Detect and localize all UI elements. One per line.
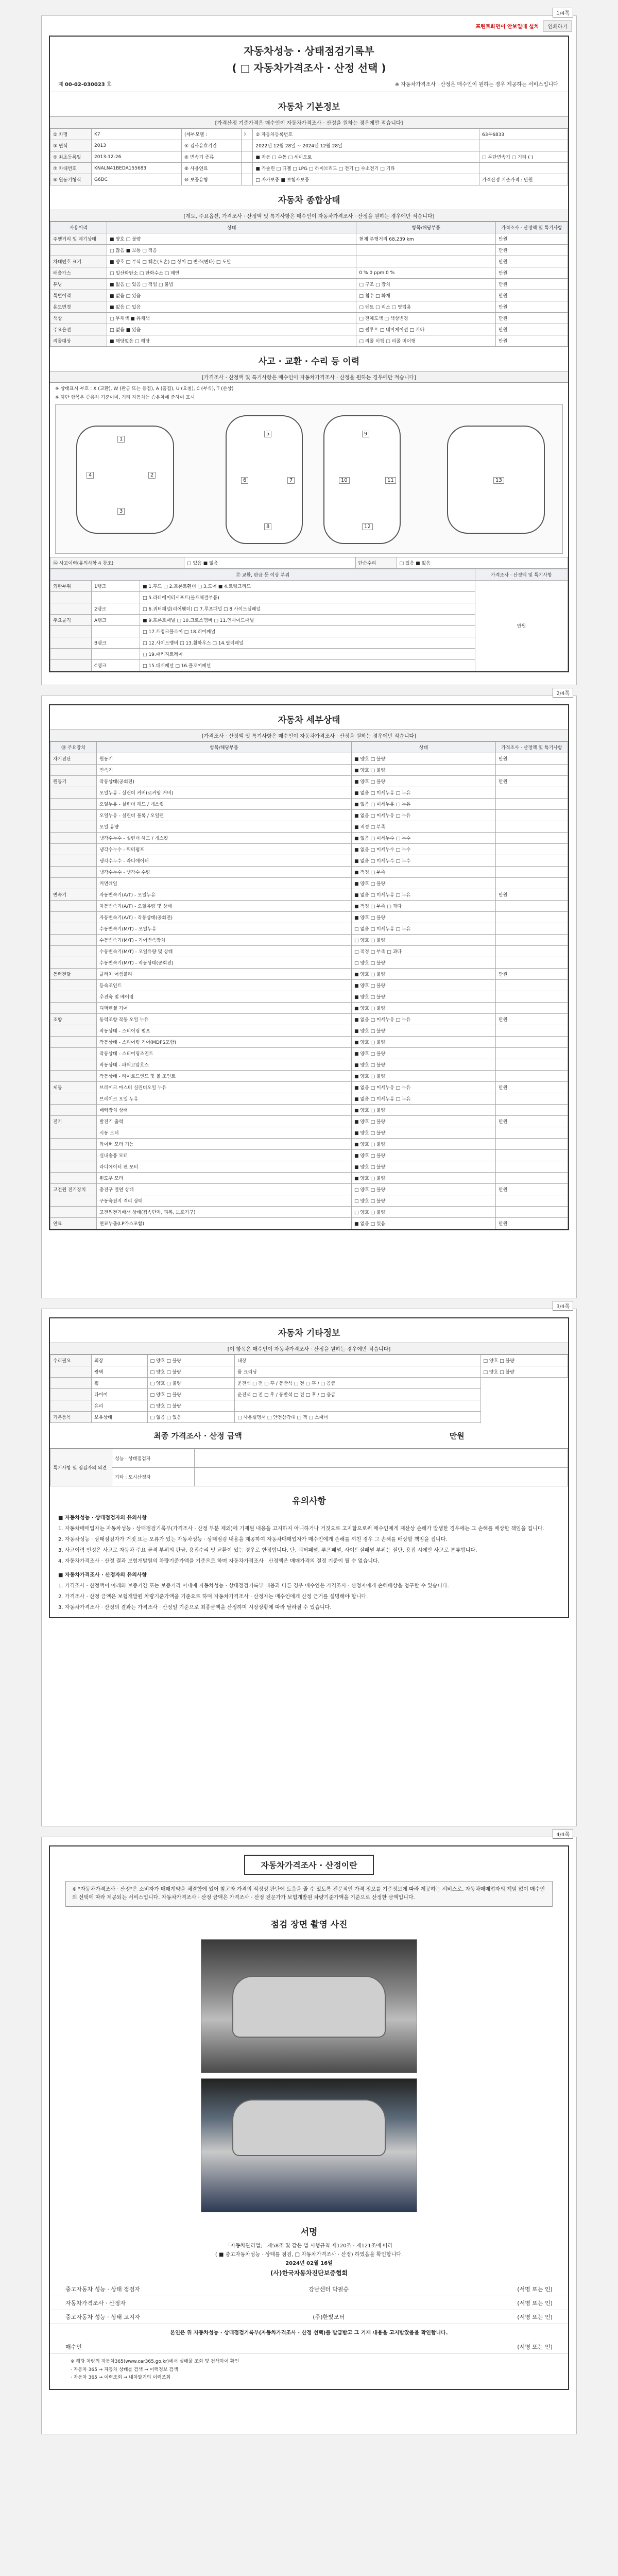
page-number: 4/4쪽 bbox=[553, 1829, 573, 1839]
detail-row: 오일누유 - 실린더 커버(로커암 커버) ■ 없음 □ 미세누유 □ 누유 bbox=[50, 787, 568, 799]
detail-row: 자동변속기(A/T) - 오일유량 및 상태 ■ 적정 □ 부족 □ 과다 bbox=[50, 901, 568, 912]
doc-title: 자동차성능 · 상태점검기록부 bbox=[244, 45, 374, 57]
overall-table: 사용이력 상태 항목/해당부품 가격조사 · 산정액 및 특기사항 주행거리 및 계기상태 ■ 양호 □ 불량 현재 주행거리 68,239 km 만원 □ 많음 ■ 보통 □ 적음 만원 차대번호 표기 ■ 양호 □ 부식 □ 훼손(오손) □ 상이 □ 변조(변타) □ 도말 만원 배출가스 □ 일산화탄소 □ 탄화수소 □ 매연 0 % 0 ppm 0 % 만원 튜닝 ■ 없음 □ 있음 □ 적법 □ 불법 □ 구조 □ 장치 만원 특별이력 ■ 없음 □ 있음 □ 침수 □ 화재 만원 용도변경 ■ 없음 □ 있음 □ 렌트 □ 리스 □ 영업용 만원 색상 □ 무채색 ■ 유채색 □ 전체도색 □ 색상변경 만원 주요옵션 □ 없음 ■ 있음 □ 썬루프 □ 네비게이션 □ 기타 만원 리콜대상 ■ 해당없음 □ 해당 □ 리콜 이행 □ 리콜 미이행 만원 bbox=[50, 222, 568, 347]
detail-row: 냉각수누수 - 냉각수 수량 ■ 적정 □ 부족 bbox=[50, 867, 568, 878]
basic-row: ⑤ 최초등록일 2013-12-26 ⑥ 변속기 종류 ■ 자동 □ 수동 □ 세미오토 □ 무단변속기 □ 기타 ( ) bbox=[50, 151, 568, 163]
detail-row: 원동기 작동상태(공회전) ■ 양호 □ 불량 만원 bbox=[50, 776, 568, 787]
rank-table: ⑰ 교환, 판금 등 이상 부위 가격조사 · 산정액 및 특기사항 외판부위 1랭크 ■ 1.후드 □ 2.프론트휀더 □ 3.도어 ■ 4.트렁크리드 만원 □ 5.라디에이터서포트(볼트체결부품) 2랭크 □ 6.쿼터패널(리어휀더) □ 7.루프패널 □ 8.사이드실패널 주요골격 A랭크 ■ 9.프론트패널 □ 10.크로스멤버 □ 11.인사이드패널 □ 17.트렁크플로어 □ 18.리어패널 B랭크 □ 12.사이드멤버 □ 13.휠하우스 □ 14.필러패널 □ 19.패키지트레이 C랭크 □ 15.대쉬패널 □ 16.플로어패널 bbox=[50, 569, 568, 671]
page-3 bbox=[41, 1304, 577, 1826]
overall-row: 주행거리 및 계기상태 ■ 양호 □ 불량 현재 주행거리 68,239 km 만원 bbox=[50, 233, 568, 245]
detail-row: 라디에이터 팬 모터 ■ 양호 □ 불량 bbox=[50, 1161, 568, 1173]
page-number: 3/4쪽 bbox=[553, 1301, 573, 1311]
rank-row: C랭크 □ 15.대쉬패널 □ 16.플로어패널 bbox=[50, 660, 568, 671]
overall-row: 튜닝 ■ 없음 □ 있음 □ 적법 □ 불법 □ 구조 □ 장치 만원 bbox=[50, 279, 568, 290]
detail-row: 와이퍼 모터 기능 ■ 양호 □ 불량 bbox=[50, 1139, 568, 1150]
overall-row: 리콜대상 ■ 해당없음 □ 해당 □ 리콜 이행 □ 리콜 미이행 만원 bbox=[50, 335, 568, 347]
detail-row: 자동변속기(A/T) - 작동상태(공회전) ■ 양호 □ 불량 bbox=[50, 912, 568, 923]
intro-title: 자동차가격조사 · 산정이란 bbox=[244, 1855, 373, 1875]
notices-body: ■ 자동차성능 · 상태점검자의 유의사항 1. 자동차매매업자는 자동차성능 · 상태점검기록부(가격조사 · 산정 부분 제외)에 기재된 내용을 고지하지 아니하거나 거짓으로 고지함으로써 매수인에게 재산상 손해가 발생한 경우에는 그 손해를 배상할 책임을 집니다. 2. 자동차성능 · 상태점검자가 거짓 또는 오류가 있는 자동차성능 · 상태점검 내용을 제공하여 자동차매매업자가 매수인에게 손해를 끼친 경우 그 손해를 배상할 책임을 집니다. 3. 사고이력 인정은 사고로 자동차 주요 골격 부위의 판금, 용접수리 및 교환이 있는 경우로 한정합니다. 단, 쿼터패널, 루프패널, 사이드실패널 부위는 절단, 용접 시에만 사고로 분류합니다. 4. 자동차가격조사 · 산정 결과 보험개발원의 차량기준가액을 기준으로 하며 자동차가격조사 · 산정액은 매매가격의 결정 기준이 될 수 없습니다. ■ 자동차가격조사 · 산정자의 유의사항 1. 가격조사 · 산정액이 아래의 보증기간 또는 보증거리 이내에 자동차성능 · 상태점검기록부 내용과 다른 경우 매수인은 가격조사 · 산정자에게 손해배상을 청구할 수 있습니다. 2. 가격조사 · 산정 금액은 보험개발원 차량기준가액을 기준으로 하며 자동차가격조사 · 산정자는 매수인에게 산정 근거를 설명해야 합니다. 3. 자동차가격조사 · 산정의 결과는 가격조사 · 산정일 기준으로 최종금액을 산정하며 시장상황에 따라 달라질 수 있습니다. bbox=[50, 1511, 568, 1617]
rank-row: 주요골격 A랭크 ■ 9.프론트패널 □ 10.크로스멤버 □ 11.인사이드패널 bbox=[50, 615, 568, 626]
diagram-number: 12 bbox=[362, 523, 373, 530]
page-4 bbox=[41, 1832, 577, 2434]
overall-row: □ 많음 ■ 보통 □ 적음 만원 bbox=[50, 245, 568, 256]
document-box: 자동차가격조사 · 산정이란 ※ "자동차가격조사 · 산정"은 소비자가 매매계약을 체결함에 있어 참고와 가격의 적정성 판단에 도움을 줄 수 있도록 전문적인 가격 정보를 기준정보에 따라 제공하는 서비스로, 자동차매매업자의 책임 없이 매수인의 선택에 따라 제공되는 서비스입니다. 자동차가격조사 · 산정 금액은 가격조사 · 산정 전문가가 보험개발원 차량기준가액을 기준으로 산정한 금액입니다. 점검 장면 촬영 사진 서명 「자동차관리법」 제58조 및 같은 법 시행규칙 제120조 · 제121조에 따라 ( ■ 중고자동차성능 · 상태를 점검, □ 자동차가격조사 · 산정) 하였음을 확인합니다. 2024년 02월 16일 (사)한국자동차진단보증협회 중고자동차 성능 · 상태 점검자 강남센터 박필승 (서명 또는 인) 자동차가격조사 · 산정자 (서명 또는 인) 중고자동차 성능 · 상태 고지자 (주)한빛모터 (서명 또는 인) 본인은 위 자동차성능 · 상태점검기록부(자동차가격조사 · 산정 선택)를 발급받고 그 기재 내용을 고지받았음을 확인합니다. 매수인 (서명 또는 인) ※ 해당 차량의 자동차365(www.car365.go.kr)에서 실매물 조회 및 검색하여 확인 · 자동차 365 → 자동차 상태를 검색 → 이력정보 검색 · 자동차 365 → 이력조회 → 내차팔기의 이력조회 bbox=[49, 1845, 569, 2390]
detail-row: 조향 동력조향 작동 오일 누유 ■ 없음 □ 미세누유 □ 누유 만원 bbox=[50, 1014, 568, 1025]
notice-item: 2. 자동차성능 · 상태점검자가 거짓 또는 오류가 있는 자동차성능 · 상태점검 내용을 제공하여 자동차매매업자가 매수인에게 손해를 끼친 경우 그 손해를 배상할 책임을 집니다. bbox=[58, 1537, 448, 1543]
buyer-row: 매수인 (서명 또는 인) bbox=[50, 2340, 568, 2354]
diagram-number: 11 bbox=[385, 477, 396, 484]
diagram-number: 2 bbox=[148, 472, 156, 479]
print-button[interactable]: 인쇄하기 bbox=[543, 21, 572, 31]
detail-row: 동력전달 클러치 어셈블리 ■ 양호 □ 불량 만원 bbox=[50, 969, 568, 980]
special-table: 특기사항 및 점검자의 의견 성능 · 상태점검자 기타 : 도시산정자 bbox=[50, 1449, 568, 1486]
detail-row: 제동 브레이크 마스터 실린더오일 누유 ■ 없음 □ 미세누유 □ 누유 만원 bbox=[50, 1082, 568, 1093]
basic-row: ③ 연식 2013 ④ 검사유효기간 2022년 12월 28일 ~ 2024년 12월 28일 bbox=[50, 140, 568, 151]
car-diagram bbox=[55, 404, 563, 554]
toolbar bbox=[42, 16, 576, 36]
doc-subtitle: ( □ 자동차가격조사 · 산정 선택 ) bbox=[232, 62, 386, 74]
diagram-number: 3 bbox=[117, 508, 125, 515]
diagram-number: 7 bbox=[287, 477, 295, 484]
detail-row: 변속기 ■ 양호 □ 불량 bbox=[50, 765, 568, 776]
other-sub: [이 항목은 매수인이 자동차가격조사 · 산정을 원하는 경우에만 적습니다] bbox=[50, 1343, 568, 1354]
receipt-text: 본인은 위 자동차성능 · 상태점검기록부(자동차가격조사 · 산정 선택)를 발급받고 그 기재 내용을 고지받았음을 확인합니다. bbox=[170, 2330, 448, 2336]
rank-row: 외판부위 1랭크 ■ 1.후드 □ 2.프론트휀더 □ 3.도어 ■ 4.트렁크리드 만원 bbox=[50, 581, 568, 592]
overall-row: 특별이력 ■ 없음 □ 있음 □ 침수 □ 화재 만원 bbox=[50, 290, 568, 301]
basic-row: ① 차명 K7 (세부모델 : ) ② 자동차등록번호 63루6833 bbox=[50, 129, 568, 140]
diagram-number: 10 bbox=[339, 477, 350, 484]
overall-row: 색상 □ 무채색 ■ 유채색 □ 전체도색 □ 색상변경 만원 bbox=[50, 313, 568, 324]
doc-notice: ※ 자동차가격조사 · 산정은 매수인이 원하는 경우 제공하는 서비스입니다. bbox=[394, 82, 560, 88]
diagram-number: 9 bbox=[362, 431, 369, 437]
detail-row: 작동상태 - 스티어링 펌프 ■ 양호 □ 불량 bbox=[50, 1025, 568, 1037]
notice-item: 3. 사고이력 인정은 사고로 자동차 주요 골격 부위의 판금, 용접수리 및 교환이 있는 경우로 한정합니다. 단, 쿼터패널, 루프패널, 사이드실패널 부위는 절단, 용접 시에만 사고로 분류합니다. bbox=[58, 1548, 477, 1553]
other-row: 휠 □ 양호 □ 불량 운전석 □ 전 □ 후 / 동반석 □ 전 □ 후 / □ 응급 bbox=[50, 1378, 568, 1389]
other-table bbox=[50, 1354, 568, 1423]
detail-row: 냉각수누수 - 실린더 헤드 / 개스킷 ■ 없음 □ 미세누수 □ 누수 bbox=[50, 833, 568, 844]
diagram-number: 13 bbox=[493, 477, 504, 484]
diagram-number: 6 bbox=[241, 477, 248, 484]
detail-row: 작동상태 - 스티어링 기어(MDPS포함) ■ 양호 □ 불량 bbox=[50, 1037, 568, 1048]
detail-row: 작동상태 - 타이로드엔드 및 볼 조인트 ■ 양호 □ 불량 bbox=[50, 1071, 568, 1082]
install-link[interactable]: 프린트화면이 안보일때 설치 bbox=[475, 24, 539, 30]
document-box bbox=[49, 704, 569, 1230]
detail-table: ⑱ 주요장치 항목/해당부품 상태 가격조사 · 산정액 및 특기사항 자기진단 원동기 ■ 양호 □ 불량 만원 변속기 ■ 양호 □ 불량 원동기 작동상태(공회전) ■ 양호 □ 불량 만원 오일누유 - 실린더 커버(로커암 커버) ■ 없음 □ 미세누유 □ 누유 오일누유 - 실린더 헤드 / 개스킷 ■ 없음 □ 미세누유 □ 누유 오일누유 - 실린더 블록 / 오일팬 ■ 없음 □ 미세누유 □ 누유 오일 유량 ■ 적정 □ 부족 냉각수누수 - 실린더 헤드 / 개스킷 ■ 없음 □ 미세누수 □ 누수 냉각수누수 - 워터펌프 ■ 없음 □ 미세누수 □ 누수 냉각수누수 - 라디에이터 ■ 없음 □ 미세누수 □ 누수 냉각수누수 - 냉각수 수량 ■ 적정 □ 부족 커먼레일 ■ 양호 □ 불량 변속기 자동변속기(A/T) - 오일누유 ■ 없음 □ 미세누유 □ 누유 만원 자동변속기(A/T) - 오일유량 및 상태 ■ 적정 □ 부족 □ 과다 자동변속기(A/T) - 작동상태(공회전) ■ 양호 □ 불량 수동변속기(M/T) - 오일누유 □ 없음 □ 미세누유 □ 누유 수동변속기(M/T) - 기어변속장치 □ 양호 □ 불량 수동변속기(M/T) - 오일유량 및 상태 □ 적정 □ 부족 □ 과다 수동변속기(M/T) - 작동상태(공회전) □ 양호 □ 불량 동력전달 클러치 어셈블리 ■ 양호 □ 불량 만원 등속조인트 ■ 양호 □ 불량 추진축 및 베어링 ■ 양호 □ 불량 디퍼렌셜 기어 ■ 양호 □ 불량 조향 동력조향 작동 오일 누유 ■ 없음 □ 미세누유 □ 누유 만원 작동상태 - 스티어링 펌프 ■ 양호 □ 불량 작동상태 - 스티어링 기어(MDPS포함) ■ 양호 □ 불량 작동상태 - 스티어링조인트 ■ 양호 □ 불량 작동상태 - 파워고압호스 ■ 양호 □ 불량 작동상태 - 타이로드엔드 및 볼 조인트 ■ 양호 □ 불량 제동 브레이크 마스터 실린더오일 누유 ■ 없음 □ 미세누유 □ 누유 만원 브레이크 오일 누유 ■ 없음 □ 미세누유 □ 누유 배력장치 상태 ■ 양호 □ 불량 전기 발전기 출력 ■ 양호 □ 불량 만원 시동 모터 ■ 양호 □ 불량 와이퍼 모터 기능 ■ 양호 □ 불량 실내송풍 모터 ■ 양호 □ 불량 라디에이터 팬 모터 ■ 양호 □ 불량 윈도우 모터 ■ 양호 □ 불량 고전원 전기장치 충전구 절연 상태 □ 양호 □ 불량 만원 구동축전지 격리 상태 □ 양호 □ 불량 고전원전기배선 상태(접속단자, 피복, 보호기구) □ 양호 □ 불량 연료 연료누출(LP가스포함) ■ 없음 □ 있음 만원 bbox=[50, 741, 568, 1229]
notice-item: 4. 자동차가격조사 · 산정 결과 보험개발원의 차량기준가액을 기준으로 하며 자동차가격조사 · 산정액은 매매가격의 결정 기준이 될 수 없습니다. bbox=[58, 1558, 380, 1564]
overall-row: 차대번호 표기 ■ 양호 □ 부식 □ 훼손(오손) □ 상이 □ 변조(변타) □ 도말 만원 bbox=[50, 256, 568, 267]
notices-title: 유의사항 bbox=[292, 1496, 326, 1506]
detail-row: 등속조인트 ■ 양호 □ 불량 bbox=[50, 980, 568, 991]
detail-row: 수동변속기(M/T) - 오일유량 및 상태 □ 적정 □ 부족 □ 과다 bbox=[50, 946, 568, 957]
detail-row: 고전원전기배선 상태(접속단자, 피복, 보호기구) □ 양호 □ 불량 bbox=[50, 1207, 568, 1218]
notice-item: 1. 가격조사 · 산정액이 아래의 보증기간 또는 보증거리 이내에 자동차성능 · 상태점검기록부 내용과 다른 경우 매수인은 가격조사 · 산정자에게 손해배상을 청구할 수 있습니다. bbox=[58, 1583, 449, 1589]
detail-row: 오일누유 - 실린더 헤드 / 개스킷 ■ 없음 □ 미세누유 □ 누유 bbox=[50, 799, 568, 810]
front-photo bbox=[201, 1939, 417, 2073]
other-row: 광택 □ 양호 □ 불량 룸 크리닝 □ 양호 □ 불량 bbox=[50, 1366, 568, 1378]
detail-row: 배력장치 상태 ■ 양호 □ 불량 bbox=[50, 1105, 568, 1116]
overall-row: 배출가스 □ 일산화탄소 □ 탄화수소 □ 매연 0 % 0 ppm 0 % 만원 bbox=[50, 267, 568, 279]
signature-row: 중고자동차 성능 · 상태 점검자 강남센터 박필승 (서명 또는 인) bbox=[50, 2282, 568, 2296]
doc-number: 00-02-030023 bbox=[64, 82, 105, 88]
detail-row: 변속기 자동변속기(A/T) - 오일누유 ■ 없음 □ 미세누유 □ 누유 만원 bbox=[50, 889, 568, 901]
rank-row: □ 17.트렁크플로어 □ 18.리어패널 bbox=[50, 626, 568, 637]
overall-row: 주요옵션 □ 없음 ■ 있음 □ 썬루프 □ 네비게이션 □ 기타 만원 bbox=[50, 324, 568, 335]
signature-row: 자동차가격조사 · 산정자 (서명 또는 인) bbox=[50, 2296, 568, 2310]
diagram-number: 5 bbox=[264, 431, 271, 437]
overall-sub: [계도, 주요옵션, 가격조사 · 산정액 및 특기사항은 매수인이 자동차가격조사 · 산정을 원하는 경우에만 적습니다] bbox=[50, 210, 568, 222]
detail-row: 냉각수누수 - 워터펌프 ■ 없음 □ 미세누수 □ 누수 bbox=[50, 844, 568, 855]
detail-sub: [가격조사 · 산정액 및 특기사항은 매수인이 자동차가격조사 · 산정을 원하는 경우에만 적습니다] bbox=[50, 730, 568, 741]
detail-row: 연료 연료누출(LP가스포함) ■ 없음 □ 있음 만원 bbox=[50, 1218, 568, 1229]
doc-header: 자동차성능 · 상태점검기록부 ( □ 자동차가격조사 · 산정 선택 ) 제 00-02-030023 호 ※ 자동차가격조사 · 산정은 매수인이 원하는 경우 제공하는 서비스입니다. bbox=[50, 37, 568, 92]
detail-row: 오일누유 - 실린더 블록 / 오일팬 ■ 없음 □ 미세누유 □ 누유 bbox=[50, 810, 568, 821]
basic-title: 자동차 기본정보 bbox=[278, 102, 340, 112]
notice-item: 3. 자동차가격조사 · 산정의 결과는 가격조사 · 산정일 기준으로 최종금액을 산정하며 시장상황에 따라 달라질 수 있습니다. bbox=[58, 1605, 332, 1611]
accident-sub: [가격조사 · 산정액 및 특기사항은 매수인이 자동차가격조사 · 산정을 원하는 경우에만 적습니다] bbox=[50, 371, 568, 383]
photos-title: 점검 장면 촬영 사진 bbox=[270, 1920, 348, 1930]
other-row: 유리 □ 양호 □ 불량 bbox=[50, 1400, 568, 1412]
detail-row: 디퍼렌셜 기어 ■ 양호 □ 불량 bbox=[50, 1003, 568, 1014]
intro-text: ※ "자동차가격조사 · 산정"은 소비자가 매매계약을 체결함에 있어 참고와 가격의 적정성 판단에 도움을 줄 수 있도록 전문적인 가격 정보를 기준정보에 따라 제공하는 서비스로, 자동차매매업자의 책임 없이 매수인의 선택에 따라 제공되는 서비스입니다. 자동차가격조사 · 산정 금액은 가격조사 · 산정 전문가가 보험개발원 차량기준가액을 기준으로 산정한 금액입니다. bbox=[65, 1881, 553, 1907]
detail-row: 시동 모터 ■ 양호 □ 불량 bbox=[50, 1127, 568, 1139]
detail-row: 수동변속기(M/T) - 작동상태(공회전) □ 양호 □ 불량 bbox=[50, 957, 568, 969]
detail-row: 전기 발전기 출력 ■ 양호 □ 불량 만원 bbox=[50, 1116, 568, 1127]
basic-row: ⑨ 원동기형식 G6DC ⑩ 보증유형 □ 자가보증 ■ 보험사보증 가격산정 기준가격 : 만원 bbox=[50, 174, 568, 185]
detail-row: 냉각수누수 - 라디에이터 ■ 없음 □ 미세누수 □ 누수 bbox=[50, 855, 568, 867]
accident-title: 사고 · 교환 · 수리 등 이력 bbox=[258, 357, 360, 367]
other-row: 타이어 □ 양호 □ 불량 운전석 □ 전 □ 후 / 동반석 □ 전 □ 후 / □ 응급 bbox=[50, 1389, 568, 1400]
basic-row: ⑦ 차대번호 KNALN41BEDA155683 ⑧ 사용연료 ■ 가솔린 □ 디젤 □ LPG □ 하이브리드 □ 전기 □ 수소전기 □ 기타 bbox=[50, 163, 568, 174]
accident-questions: ⑯ 사고이력(유의사항 4 참조) □ 있음 ■ 없음 단순수리 □ 있음 ■ 없음 bbox=[50, 557, 568, 569]
detail-row: 구동축전지 격리 상태 □ 양호 □ 불량 bbox=[50, 1195, 568, 1207]
rank-row: 2랭크 □ 6.쿼터패널(리어휀더) □ 7.루프패널 □ 8.사이드실패널 bbox=[50, 603, 568, 615]
detail-row: 브레이크 오일 누유 ■ 없음 □ 미세누유 □ 누유 bbox=[50, 1093, 568, 1105]
accident-legend: ※ 상태표시 부호 : X (교환), W (판금 또는 용접), A (흠집), U (요철), C (부식), T (손상) bbox=[55, 386, 234, 392]
detail-row: 오일 유량 ■ 적정 □ 부족 bbox=[50, 821, 568, 833]
page-number: 1/4쪽 bbox=[553, 8, 573, 18]
basic-table bbox=[50, 128, 568, 185]
diagram-number: 4 bbox=[87, 472, 94, 479]
diagram-number: 1 bbox=[117, 436, 125, 443]
detail-row: 자기진단 원동기 ■ 양호 □ 불량 만원 bbox=[50, 753, 568, 765]
notice-item: 2. 가격조사 · 산정 금액은 보험개발원 차량기준가액을 기준으로 하며 자동차가격조사 · 산정자는 매수인에게 산정 근거를 설명해야 합니다. bbox=[58, 1594, 368, 1600]
other-row: 기본품목 보유상태 □ 없음 □ 있음 □ 사용설명서 □ 안전삼각대 □ 잭 □ 스패너 bbox=[50, 1412, 568, 1423]
overall-title: 자동차 종합상태 bbox=[278, 195, 340, 206]
other-title: 자동차 기타정보 bbox=[278, 1328, 340, 1338]
rank-row: □ 5.라디에이터서포트(볼트체결부품) bbox=[50, 592, 568, 603]
signature-title: 서명 bbox=[300, 2227, 318, 2238]
basic-sub: [가격산정 기준가격은 매수인이 자동차가격조사 · 산정을 원하는 경우에만 적습니다] bbox=[50, 116, 568, 128]
diagram-number: 8 bbox=[264, 523, 271, 530]
document-box bbox=[49, 1317, 569, 1618]
notice-item: 1. 자동차매매업자는 자동차성능 · 상태점검기록부(가격조사 · 산정 부분 제외)에 기재된 내용을 고지하지 아니하거나 거짓으로 고지함으로써 매수인에게 재산상 손해가 발생한 경우에는 그 손해를 배상할 책임을 집니다. bbox=[58, 1526, 544, 1532]
page-1 bbox=[41, 11, 577, 685]
rank-row: □ 19.패키지트레이 bbox=[50, 649, 568, 660]
detail-row: 수동변속기(M/T) - 오일누유 □ 없음 □ 미세누유 □ 누유 bbox=[50, 923, 568, 935]
car-side-left bbox=[76, 426, 174, 534]
final-price: 최종 가격조사 · 산정 금액 만원 bbox=[50, 1423, 568, 1449]
document-box bbox=[49, 36, 569, 672]
lift-photo bbox=[201, 2078, 417, 2212]
page-number: 2/4쪽 bbox=[553, 688, 573, 698]
page-2 bbox=[41, 691, 577, 1298]
detail-row: 추진축 및 베어링 ■ 양호 □ 불량 bbox=[50, 991, 568, 1003]
detail-row: 수동변속기(M/T) - 기어변속장치 □ 양호 □ 불량 bbox=[50, 935, 568, 946]
rank-row: B랭크 □ 12.사이드멤버 □ 13.휠하우스 □ 14.필러패널 bbox=[50, 637, 568, 649]
detail-row: 윈도우 모터 ■ 양호 □ 불량 bbox=[50, 1173, 568, 1184]
detail-title: 자동차 세부상태 bbox=[278, 715, 340, 725]
detail-row: 커먼레일 ■ 양호 □ 불량 bbox=[50, 878, 568, 889]
detail-row: 고전원 전기장치 충전구 절연 상태 □ 양호 □ 불량 만원 bbox=[50, 1184, 568, 1195]
signature-row: 중고자동차 성능 · 상태 고지자 (주)한빛모터 (서명 또는 인) bbox=[50, 2310, 568, 2324]
detail-row: 작동상태 - 파워고압호스 ■ 양호 □ 불량 bbox=[50, 1059, 568, 1071]
detail-row: 실내송풍 모터 ■ 양호 □ 불량 bbox=[50, 1150, 568, 1161]
accident-legend-2: ※ 하단 항목은 승용차 기준이며, 기타 자동차는 승용차에 준하여 표시 bbox=[55, 395, 195, 400]
other-row: 수리필요 외장 □ 양호 □ 불량 내장 □ 양호 □ 불량 bbox=[50, 1355, 568, 1366]
detail-row: 작동상태 - 스티어링조인트 ■ 양호 □ 불량 bbox=[50, 1048, 568, 1059]
overall-row: 용도변경 ■ 없음 □ 있음 □ 렌트 □ 리스 □ 영업용 만원 bbox=[50, 301, 568, 313]
